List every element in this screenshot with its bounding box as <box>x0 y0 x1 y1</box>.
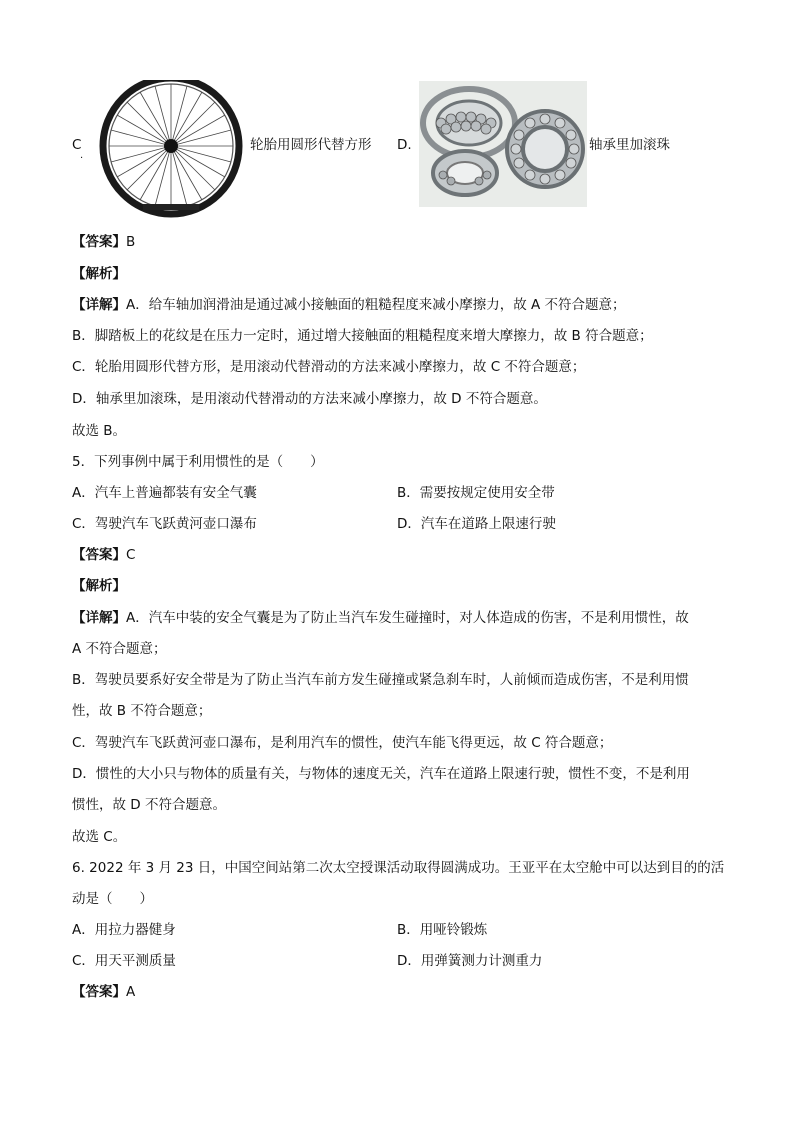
q4-answer <box>72 232 135 252</box>
q5-option-a: A．汽车上普遍都装有安全气囊 <box>72 485 257 501</box>
q5-detail-line-6: D．惯性的大小只与物体的质量有关，与物体的速度无关，汽车在道路上限速行驶，惯性不变，不是利用 <box>72 766 690 782</box>
q5-stem: 5．下列事例中属于利用惯性的是（ ） <box>72 454 324 470</box>
answer-tag: 【答案】 <box>72 234 126 250</box>
q6-answer <box>72 982 135 1002</box>
option-d-text: 轴承里加滚珠 <box>589 137 670 153</box>
bicycle-wheel-image <box>95 80 247 218</box>
q5-detail-line-4: 性，故 B 不符合题意； <box>72 703 212 719</box>
q5-detail-line-3: B．驾驶员要系好安全带是为了防止当汽车前方发生碰撞或紧急刹车时，人前倾而造成伤害，不是利用惯 <box>72 672 689 688</box>
q5-detail-line-5: C．驾驶汽车飞跃黄河壶口瀑布，是利用汽车的惯性，使汽车能飞得更远，故 C 符合题意； <box>72 735 613 751</box>
option-d-letter: D. <box>397 137 412 153</box>
q5-option-d: D．汽车在道路上限速行驶 <box>397 516 556 532</box>
q6-stem-line-1: 6. 2022 年 3 月 23 日，中国空间站第二次太空授课活动取得圆满成功。王亚平在太空舱中可以达到目的的活 <box>72 860 725 876</box>
ball-bearing-image <box>419 81 587 207</box>
answer-value: B <box>126 234 136 250</box>
answer-value: A <box>126 984 136 1000</box>
q4-detail-line-3: C．轮胎用圆形代替方形，是用滚动代替滑动的方法来减小摩擦力，故 C 不符合题意； <box>72 359 586 375</box>
q6-option-c: C．用天平测质量 <box>72 953 176 969</box>
answer-value: C <box>126 547 136 563</box>
q5-analysis-tag: 【解析】 <box>72 578 126 594</box>
detail-tag: 【详解】 <box>72 297 126 313</box>
q6-option-d: D．用弹簧测力计测重力 <box>397 953 543 969</box>
q5-conclusion: 故选 C。 <box>72 829 127 845</box>
answer-tag: 【答案】 <box>72 984 126 1000</box>
q5-detail-text-1: A．汽车中装的安全气囊是为了防止当汽车发生碰撞时，对人体造成的伤害，不是利用惯性，故 <box>126 610 689 626</box>
q4-detail-text-1: A．给车轴加润滑油是通过减小接触面的粗糙程度来减小摩擦力，故 A 不符合题意； <box>126 297 626 313</box>
q4-detail-line-2: B．脚踏板上的花纹是在压力一定时，通过增大接触面的粗糙程度来增大摩擦力，故 B 符合题意； <box>72 328 653 344</box>
q5-detail-line-7: 惯性，故 D 不符合题意。 <box>72 797 226 813</box>
q4-detail-line-4: D．轴承里加滚珠，是用滚动代替滑动的方法来减小摩擦力，故 D 不符合题意。 <box>72 391 547 407</box>
q5-detail-line-1 <box>72 608 689 628</box>
option-c-text: 轮胎用圆形代替方形 <box>250 137 372 153</box>
bearing-icon <box>419 81 587 207</box>
q5-detail-line-2: A 不符合题意； <box>72 641 167 657</box>
option-c-dot: . <box>80 150 84 161</box>
wheel-icon <box>95 80 247 218</box>
q6-option-b: B．用哑铃锻炼 <box>397 922 488 938</box>
q5-answer <box>72 545 135 565</box>
q6-option-a: A．用拉力器健身 <box>72 922 176 938</box>
q6-stem-line-2: 动是（ ） <box>72 891 153 907</box>
q4-detail-line-1 <box>72 295 626 315</box>
detail-tag: 【详解】 <box>72 610 126 626</box>
q5-option-c: C．驾驶汽车飞跃黄河壶口瀑布 <box>72 516 257 532</box>
q4-analysis-tag: 【解析】 <box>72 266 126 282</box>
q5-option-b: B．需要按规定使用安全带 <box>397 485 555 501</box>
option-c-letter: C <box>72 137 82 153</box>
q4-conclusion: 故选 B。 <box>72 423 127 439</box>
answer-tag: 【答案】 <box>72 547 126 563</box>
